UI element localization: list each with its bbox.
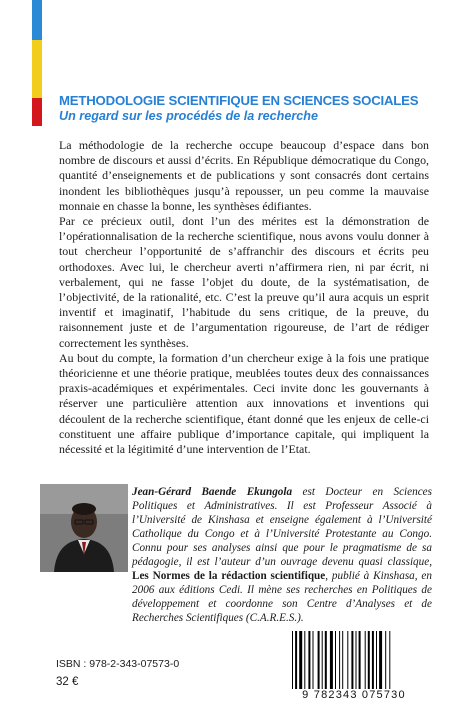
barcode-number: 9 782343 075730 <box>288 689 420 701</box>
paragraph-3: Au bout du compte, la formation d’un chercheur exige à la fois une pratique théoricienne et une théorie pratique, meublées toutes deux des connaissances praxis-académiques et expérimentales. Ceci invite donc les gouvernants à réserver une particulière attention aux innovations et inventions qui découlent de la recherche scientifique, étant donné que les enjeux de celle-ci constituent une affaire publique d’importance capitale, qui impliquent la nécessité et la légitimité d’une intervention de l’Etat. <box>59 350 429 457</box>
barcode-icon <box>288 631 420 697</box>
author-name: Jean-Gérard Baende Ekungola <box>132 486 293 498</box>
cited-book-title: Les Normes de la rédaction scientifique <box>132 570 326 582</box>
paragraph-1: La méthodologie de la recherche occupe beaucoup d’espace dans bon nombre de discours et aussi d’écrits. En République démocratique du Congo, quantité d’enseignements et de publications y sont consacrés dont certains inondent les bibliothèques jusqu’à repousser, un peu comme la mauvaise monnaie en chasse la bonne, les synthèses édifiantes. <box>59 138 429 213</box>
author-bio <box>132 485 432 625</box>
flag-stripe-blue <box>32 0 42 40</box>
flag-stripe-yellow <box>32 40 42 98</box>
author-portrait-icon <box>40 484 128 572</box>
author-photo <box>40 484 128 572</box>
price: 32 € <box>56 676 79 688</box>
author-bio-part-1: est Docteur en Sciences Politiques et Administratives. Il est Professeur Associé à l’Université de Kinshasa et enseigne également à l’Université Catholique du Congo et à l’Université Protestante au Congo. Connu pour ses analyses ainsi que pour le pragmatisme de sa pédagogie, il est l’auteur d’un ouvrage devenu quasi classique, <box>132 486 432 568</box>
back-cover-text <box>59 138 429 457</box>
author-bio-part-2: , publié à Kinshasa, en 2006 aux éditions Cedi. Il mène ses recherches en Politiques de développement et coordonne son Centre d’Analyses et de Recherches Scientifiques (C.A.R.E.S.). <box>132 570 432 624</box>
book-title: METHODOLOGIE SCIENTIFIQUE EN SCIENCES SOCIALES <box>59 93 419 108</box>
paragraph-2: Par ce précieux outil, dont l’un des mérites est la démonstration de l’opérationnalisation de la recherche scientifique, nous avons voulu donner à tout chercheur l’opportunité de s’affranchir des discours et écrits peu orthodoxes. Avec lui, le chercheur averti n’affirmera rien, ni par écrit, ni verbalement, qui ne fasse l’objet du doute, de la systématisation, de l’objectivité, de la rationalité, etc. C’est la preuve qu’il aura acquis un esprit inventif et imaginatif, l’habitude du sens critique, de la preuve, du raisonnement juste et de l’argumentation rigoureuse, de l’art de rédiger correctement les synthèses. <box>59 214 429 350</box>
flag-stripe-red <box>32 98 42 126</box>
isbn: ISBN : 978-2-343-07573-0 <box>56 658 180 670</box>
book-subtitle: Un regard sur les procédés de la recherche <box>59 109 318 123</box>
